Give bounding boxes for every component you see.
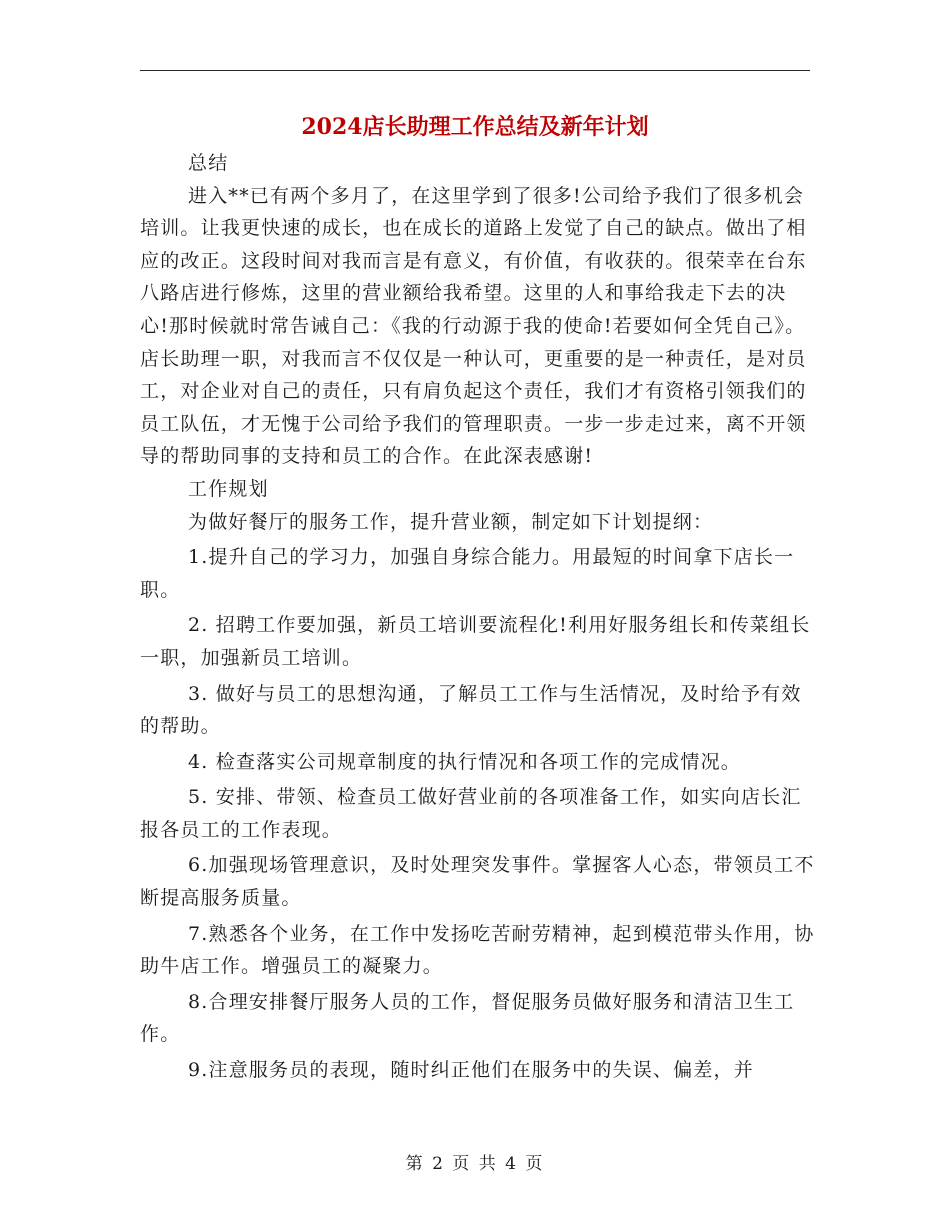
plan-item: 5. 安排、带领、检查员工做好营业前的各项准备工作，如实向店长汇报各员工的工作表现。 — [140, 786, 802, 841]
header-rule — [140, 70, 810, 71]
document-title: 2024店长助理工作总结及新年计划 — [301, 114, 649, 140]
plan-item: 1.提升自己的学习力，加强自身综合能力。用最短的时间拿下店长一职。 — [140, 546, 795, 601]
plan-item: 7.熟悉各个业务，在工作中发扬吃苦耐劳精神，起到模范带头作用，协助牛店工作。增强员工的凝聚力。 — [140, 922, 815, 978]
summary-paragraph: 进入**已有两个多月了，在这里学到了很多!公司给予我们了很多机会培训。让我更快速的成长，也在成长的道路上发觉了自己的缺点。做出了相应的改正。这段时间对我而言是有意义，有价值，有收获的。很荣幸在台东八路店进行修炼，这里的营业额给我希望。这里的人和事给我走下去的决心!那时候就时常告诫自己：《我的行动源于我的使命!若要如何全凭自己》。店长助理一职，对我而言不仅仅是一种认可，更重要的是一种责任，是对员工，对企业对自己的责任，只有肩负起这个责任，我们才有资格引领我们的员工队伍，才无愧于公司给予我们的管理职责。一步一步走过来，离不开领导的帮助同事的支持和员工的合作。在此深表感谢! — [140, 184, 807, 468]
plan-item: 9.注意服务员的表现，随时纠正他们在服务中的失误、偏差，并 — [188, 1059, 754, 1082]
plan-item: 8.合理安排餐厅服务人员的工作，督促服务员做好服务和清洁卫生工作。 — [140, 990, 795, 1046]
document-body — [140, 147, 815, 1087]
plan-item: 3. 做好与员工的思想沟通，了解员工工作与生活情况，及时给予有效的帮助。 — [140, 682, 802, 738]
plan-item: 2. 招聘工作要加强，新员工培训要流程化!利用好服务组长和传菜组长一职，加强新员工培训。 — [140, 614, 811, 669]
plan-intro: 为做好餐厅的服务工作，提升营业额，制定如下计划提纲： — [188, 510, 714, 533]
section-heading-summary: 总结 — [188, 152, 229, 174]
plan-item: 6.加强现场管理意识，及时处理突发事件。掌握客人心态，带领员工不断提高服务质量。 — [140, 854, 815, 910]
page-number: 第 2 页 共 4 页 — [405, 1154, 545, 1174]
section-heading-plan: 工作规划 — [188, 477, 269, 500]
plan-item: 4. 检查落实公司规章制度的执行情况和各项工作的完成情况。 — [188, 750, 741, 773]
